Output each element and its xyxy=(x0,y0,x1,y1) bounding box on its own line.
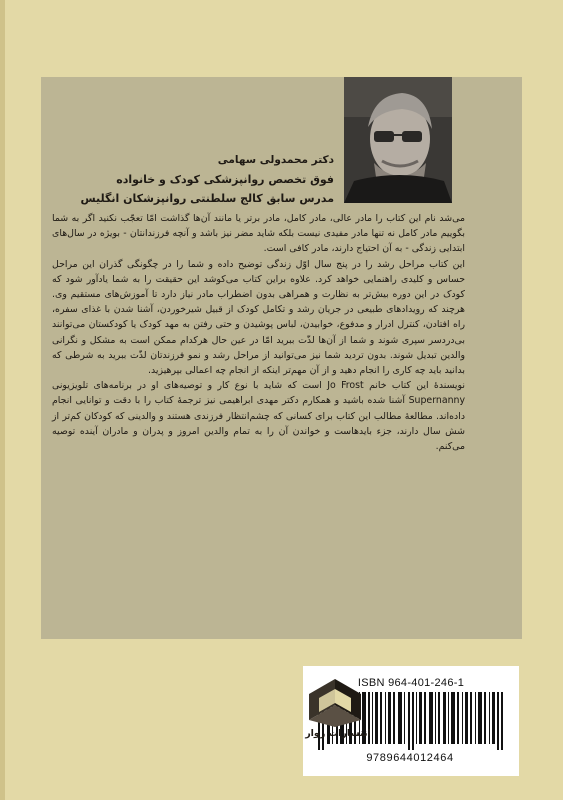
blurb-paragraph-2: این کتاب مراحل رشد را در پنج سال اوّل زندگی توضیح داده و شما را در چگونگی گذران این مراحل حساس و کلیدی راهنمایی خواهد کرد. علاوه براین کتاب می‌کوشد این حقیقت را به شما یادآور شود که کودک در این دوره بیش‌تر به نظارت و همراهی بدون اضطراب مادر نیاز دارد تا آموزش‌های مستقیم وی. هرچند که رویدادهای طبیعی در جریان رشد و تکامل کودک از قبیل شیرخوردن، آشنا شدن با غذای سفره، راه افتادن، کنترل ادرار و مدفوع، خوابیدن، لباس پوشیدن و حتی رفتن به مهد کودک یا کودکستان می‌توانند بی‌دردسر سپری شوند و شما از آن‌ها لذّت ببرید امّا در عین حال هرکدام ممکن است به مشکل و نگرانی والدین تبدیل شوند. بدون تردید شما نیز می‌توانید از مراحل رشد و نمو فرزندتان لذّت ببرید به شرطی که بدانید باید چه کاری را انجام دهید و از آن مهم‌تر اینکه از انجام چه اعمالی بپرهیزید. xyxy=(52,258,465,377)
author-photo xyxy=(344,77,452,203)
blurb-text xyxy=(52,211,465,454)
author-title: فوق تخصص روانپزشکی کودک و خانواده xyxy=(116,173,334,186)
isbn-number: 9789644012464 xyxy=(366,752,454,764)
publisher-name: انتشارات زوار xyxy=(305,728,371,739)
blurb-paragraph-1: می‌شد نام این کتاب را مادر عالی، مادر کامل، مادر برتر یا مانند آن‌ها گذاشت امّا تعجّب نکنید اگر به شما بگوییم مادر کامل نه تنها مادر مفیدی نیست بلکه شاید مضر نیز باشد و آنچه فرزندانتان - بویژه در سال‌های ابتدایی زندگی - به آن احتیاج دارند، مادر کافی است. xyxy=(52,213,465,255)
author-position: مدرس سابق کالج سلطنتی روانپزشکان انگلیس xyxy=(80,192,334,205)
publisher-logo-icon xyxy=(303,675,367,729)
author-name: دکتر محمدولی سهامی xyxy=(217,154,334,166)
author-info xyxy=(80,151,334,208)
blurb-paragraph-3: نویسندهٔ این کتاب خانم Jo Frost است که شاید با نوع کار و توصیه‌های او در برنامه‌های تلویزیونی Supernanny آشنا شده باشید و همکارم دکتر مهدی ابراهیمی نیز ترجمهٔ کتاب را با دقت و توانایی انجام داده‌اند. مطالعهٔ مطالب این کتاب برای کسانی که چشم‌انتظار فرزندی هستند و والدینی که کودکان کم‌تر از شش سال دارند، جزء بایدهاست و خواندن آن را به تمام والدین امروز و پدران و مادران آینده توصیه می‌کنم. xyxy=(52,380,465,453)
spine-edge xyxy=(0,0,5,800)
isbn-label: ISBN 964-401-246-1 xyxy=(357,677,465,689)
